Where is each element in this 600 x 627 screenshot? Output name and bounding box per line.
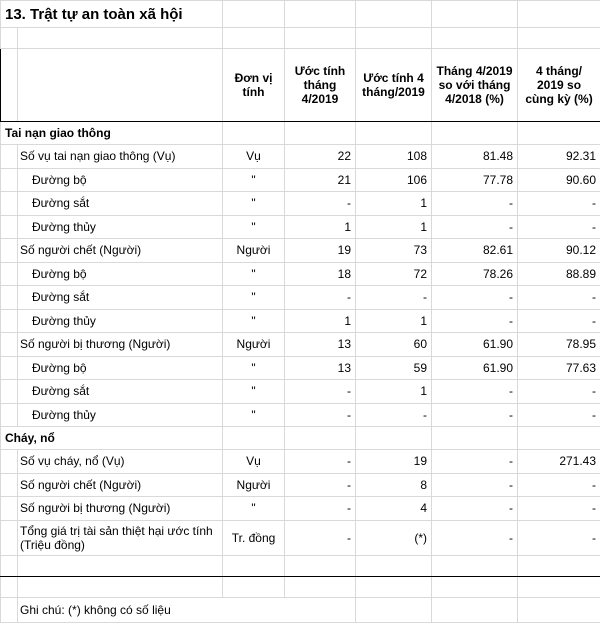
- month-estimate-cell: -: [285, 403, 356, 427]
- month-estimate-cell: 1: [285, 309, 356, 333]
- 4month-estimate-cell: 73: [356, 239, 432, 263]
- section-title: Cháy, nổ: [1, 427, 223, 450]
- month-estimate-cell: -: [285, 497, 356, 521]
- table-row: [1, 473, 600, 497]
- table-row: [1, 356, 600, 380]
- month-yoy-cell: 82.61: [432, 239, 518, 263]
- month-estimate-cell: -: [285, 380, 356, 404]
- table-row: [1, 168, 600, 192]
- unit-cell: Vụ: [223, 450, 285, 474]
- 4month-yoy-cell: 90.60: [518, 168, 600, 192]
- 4month-yoy-cell: 78.95: [518, 333, 600, 357]
- sheet-title: 13. Trật tự an toàn xã hội: [1, 1, 223, 28]
- table-row: [1, 239, 600, 263]
- month-yoy-cell: 78.26: [432, 262, 518, 286]
- month-yoy-cell: 61.90: [432, 356, 518, 380]
- month-estimate-cell: 21: [285, 168, 356, 192]
- month-yoy-cell: -: [432, 309, 518, 333]
- month-estimate-cell: 13: [285, 356, 356, 380]
- 4month-estimate-cell: 108: [356, 145, 432, 169]
- header-month-yoy: Tháng 4/2019 so với tháng 4/2018 (%): [432, 49, 518, 122]
- month-estimate-cell: -: [285, 286, 356, 310]
- section-title: Tai nạn giao thông: [1, 122, 223, 145]
- table-row: [1, 309, 600, 333]
- unit-cell: Người: [223, 239, 285, 263]
- month-yoy-cell: -: [432, 520, 518, 555]
- month-yoy-cell: -: [432, 380, 518, 404]
- blank-row: [1, 576, 600, 597]
- table-row: [1, 145, 600, 169]
- month-estimate-cell: 22: [285, 145, 356, 169]
- unit-cell: Tr. đồng: [223, 520, 285, 555]
- unit-cell: ": [223, 215, 285, 239]
- footnote: Ghi chú: (*) không có số liệu: [18, 597, 356, 622]
- row-label: Đường sắt: [18, 286, 223, 310]
- header-4month-yoy: 4 tháng/ 2019 so cùng kỳ (%): [518, 49, 600, 122]
- 4month-estimate-cell: 59: [356, 356, 432, 380]
- 4month-yoy-cell: -: [518, 192, 600, 216]
- 4month-yoy-cell: -: [518, 520, 600, 555]
- month-yoy-cell: 77.78: [432, 168, 518, 192]
- month-estimate-cell: -: [285, 520, 356, 555]
- 4month-yoy-cell: -: [518, 473, 600, 497]
- month-estimate-cell: 13: [285, 333, 356, 357]
- header-unit: Đơn vị tính: [223, 49, 285, 122]
- 4month-yoy-cell: -: [518, 497, 600, 521]
- section-row: [1, 122, 600, 145]
- month-estimate-cell: 1: [285, 215, 356, 239]
- month-estimate-cell: -: [285, 473, 356, 497]
- row-label: Số vụ cháy, nổ (Vụ): [18, 450, 223, 474]
- table-row: [1, 333, 600, 357]
- unit-cell: ": [223, 403, 285, 427]
- blank-row: [1, 28, 600, 49]
- 4month-estimate-cell: -: [356, 286, 432, 310]
- 4month-yoy-cell: 88.89: [518, 262, 600, 286]
- table-row: [1, 215, 600, 239]
- month-estimate-cell: 18: [285, 262, 356, 286]
- 4month-estimate-cell: 1: [356, 309, 432, 333]
- 4month-yoy-cell: -: [518, 309, 600, 333]
- unit-cell: ": [223, 168, 285, 192]
- row-label: Đường bộ: [18, 168, 223, 192]
- 4month-yoy-cell: -: [518, 215, 600, 239]
- month-estimate-cell: -: [285, 192, 356, 216]
- month-yoy-cell: -: [432, 215, 518, 239]
- month-yoy-cell: -: [432, 497, 518, 521]
- row-label: Số người chết (Người): [18, 473, 223, 497]
- table-row: [1, 286, 600, 310]
- blank-row: [1, 555, 600, 576]
- 4month-yoy-cell: 92.31: [518, 145, 600, 169]
- header-month-estimate: Ước tính tháng 4/2019: [285, 49, 356, 122]
- 4month-estimate-cell: 60: [356, 333, 432, 357]
- 4month-yoy-cell: 90.12: [518, 239, 600, 263]
- table-row: [1, 450, 600, 474]
- unit-cell: ": [223, 497, 285, 521]
- unit-cell: ": [223, 286, 285, 310]
- header-row: [1, 49, 600, 122]
- month-yoy-cell: 81.48: [432, 145, 518, 169]
- month-yoy-cell: -: [432, 450, 518, 474]
- 4month-estimate-cell: -: [356, 403, 432, 427]
- unit-cell: ": [223, 309, 285, 333]
- row-label: Tổng giá trị tài sản thiệt hại ước tính (Triệu đồng): [18, 520, 223, 555]
- table-row: [1, 497, 600, 521]
- month-yoy-cell: 61.90: [432, 333, 518, 357]
- unit-cell: ": [223, 380, 285, 404]
- row-label: Đường bộ: [18, 356, 223, 380]
- row-label: Đường thủy: [18, 309, 223, 333]
- row-label: Đường sắt: [18, 380, 223, 404]
- title-row: [1, 1, 600, 28]
- 4month-estimate-cell: 8: [356, 473, 432, 497]
- 4month-estimate-cell: 4: [356, 497, 432, 521]
- row-label: Số người bị thương (Người): [18, 497, 223, 521]
- row-label: Đường bộ: [18, 262, 223, 286]
- 4month-yoy-cell: 77.63: [518, 356, 600, 380]
- row-label: Đường thủy: [18, 403, 223, 427]
- unit-cell: Người: [223, 333, 285, 357]
- unit-cell: ": [223, 192, 285, 216]
- 4month-yoy-cell: -: [518, 380, 600, 404]
- 4month-estimate-cell: 1: [356, 215, 432, 239]
- 4month-yoy-cell: -: [518, 286, 600, 310]
- table-row: [1, 520, 600, 555]
- unit-cell: ": [223, 262, 285, 286]
- note-row: [1, 597, 600, 622]
- month-yoy-cell: -: [432, 473, 518, 497]
- month-yoy-cell: -: [432, 286, 518, 310]
- month-yoy-cell: -: [432, 403, 518, 427]
- section-row: [1, 427, 600, 450]
- row-label: Số người bị thương (Người): [18, 333, 223, 357]
- row-label: Số người chết (Người): [18, 239, 223, 263]
- month-estimate-cell: -: [285, 450, 356, 474]
- 4month-yoy-cell: 271.43: [518, 450, 600, 474]
- month-yoy-cell: -: [432, 192, 518, 216]
- row-label: Đường sắt: [18, 192, 223, 216]
- month-estimate-cell: 19: [285, 239, 356, 263]
- unit-cell: Người: [223, 473, 285, 497]
- 4month-estimate-cell: 72: [356, 262, 432, 286]
- 4month-estimate-cell: (*): [356, 520, 432, 555]
- table-row: [1, 403, 600, 427]
- header-4month-estimate: Ước tính 4 tháng/2019: [356, 49, 432, 122]
- unit-cell: Vụ: [223, 145, 285, 169]
- 4month-estimate-cell: 106: [356, 168, 432, 192]
- table-row: [1, 192, 600, 216]
- table-row: [1, 262, 600, 286]
- row-label: Số vụ tai nạn giao thông (Vụ): [18, 145, 223, 169]
- 4month-estimate-cell: 1: [356, 380, 432, 404]
- 4month-estimate-cell: 1: [356, 192, 432, 216]
- 4month-yoy-cell: -: [518, 403, 600, 427]
- table-row: [1, 380, 600, 404]
- row-label: Đường thủy: [18, 215, 223, 239]
- 4month-estimate-cell: 19: [356, 450, 432, 474]
- unit-cell: ": [223, 356, 285, 380]
